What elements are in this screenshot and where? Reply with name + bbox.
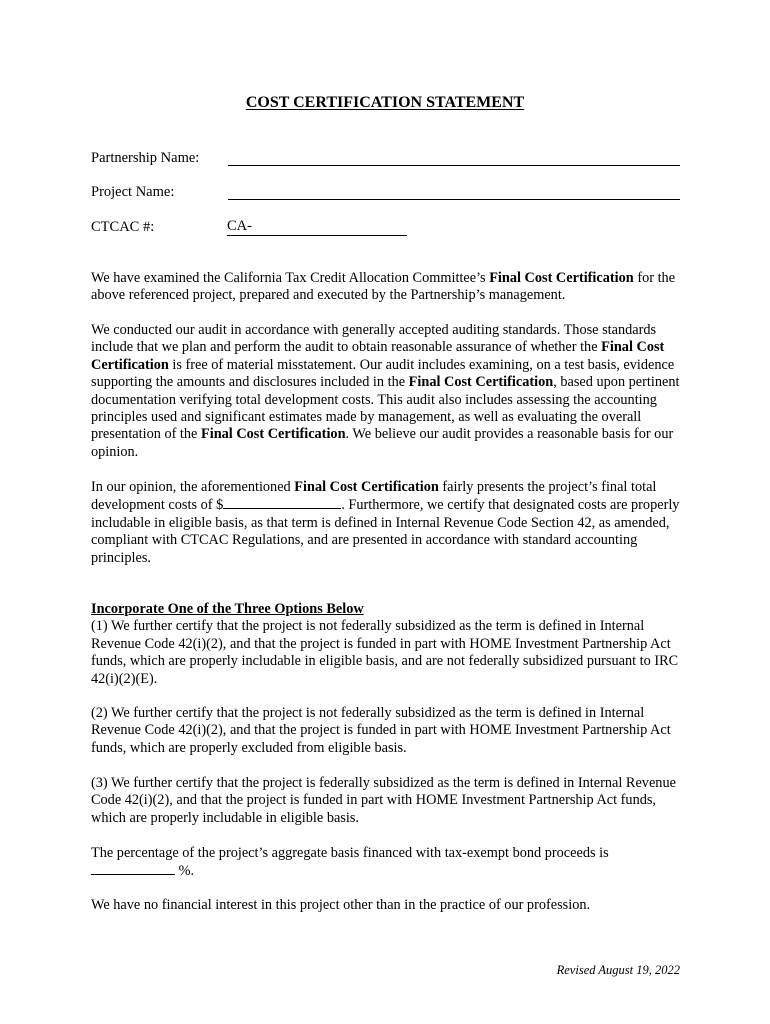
closing-text: We have no financial interest in this project other than in the practice of our profession.	[91, 897, 591, 913]
para3-text-c: fairly presents the project’s final total development costs of $	[91, 479, 657, 514]
revision-date: Revised August 19, 2022	[556, 963, 680, 977]
partnership-name-field[interactable]	[228, 165, 680, 166]
para1-text-c: for the above referenced project, prepared and executed by the Partnership’s management.	[91, 270, 676, 304]
project-name-label: Project Name:	[91, 184, 175, 200]
para2-bold-term-2: Final Cost Certification	[408, 374, 554, 391]
total-development-cost-field[interactable]	[223, 496, 341, 509]
para1-text-a: We have examined the California Tax Credit Allocation Committee’s	[91, 270, 490, 286]
para2-text-g: . We believe our audit provides a reasonable basis for our opinion.	[91, 426, 674, 460]
ctcac-number-field[interactable]: CA-	[227, 218, 407, 236]
option-1-text: (1) We further certify that the project is not federally subsidized as the term is defined in Internal Revenue Code 42(i)(2), and that the project is funded in part with HOME Investment Partnership Act funds, which are properly includable in eligible basis, and are not federally subsidized pursuant to IRC 42(i)(2)(E).	[91, 618, 679, 687]
paragraph-no-financial-interest	[91, 897, 683, 914]
bond-percentage-field[interactable]	[91, 862, 175, 875]
para2-bold-term-3: Final Cost Certification	[200, 426, 346, 443]
option-2-text: (2) We further certify that the project is not federally subsidized as the term is defined in Internal Revenue Code 42(i)(2), and that the project is funded in part with HOME Investment Partnership Act funds, which are properly excluded from eligible basis.	[91, 705, 671, 756]
paragraph-bond-percentage	[91, 845, 683, 881]
percentage-text-a: The percentage of the project’s aggregate basis financed with tax-exempt bond proceeds is	[91, 845, 609, 861]
paragraph-examination	[91, 270, 683, 305]
para2-text-a: We conducted our audit in accordance with generally accepted auditing standards. Those standards include that we plan and perform the audit to obtain reasonable assurance of whether the	[91, 322, 657, 356]
paragraph-audit-standards	[91, 322, 683, 461]
para3-text-d: . Furthermore, we certify that designated costs are properly includable in eligible basis, as that term is defined in Internal Revenue Code Section 42, as amended, compliant with CTCAC Regulations, and are presented in accordance with standard accounting principles.	[91, 497, 680, 566]
options-block-1	[91, 601, 683, 688]
partnership-name-label: Partnership Name:	[91, 150, 200, 166]
para3-text-a: In our opinion, the aforementioned	[91, 479, 295, 495]
options-heading: Incorporate One of the Three Options Below	[91, 601, 364, 617]
option-3-text: (3) We further certify that the project is federally subsidized as the term is defined in Internal Revenue Code 42(i)(2), and that the project is funded in part with HOME Investment Partnership Act funds, which are properly includable in eligible basis.	[91, 775, 676, 826]
paragraph-opinion	[91, 479, 683, 567]
option-3	[91, 775, 683, 827]
percentage-text-b: %.	[175, 863, 195, 880]
para2-text-e: , based upon pertinent documentation verifying total development costs. This audit also includes assessing the accounting principles used and significant estimates made by management, as well as evaluating the overall presentation of the	[91, 374, 680, 443]
para1-bold-term: Final Cost Certification	[489, 270, 634, 286]
para3-bold-term: Final Cost Certification	[294, 479, 439, 495]
project-name-field[interactable]	[228, 199, 680, 200]
option-2	[91, 705, 683, 757]
page-title: COST CERTIFICATION STATEMENT	[245, 94, 525, 111]
para2-bold-term-1: Final Cost Certification	[91, 339, 665, 373]
para2-text-c: is free of material misstatement. Our audit includes examining, on a test basis, evidence supporting the amounts and disclosures included in the	[91, 356, 675, 391]
ctcac-number-label: CTCAC #:	[91, 219, 155, 235]
